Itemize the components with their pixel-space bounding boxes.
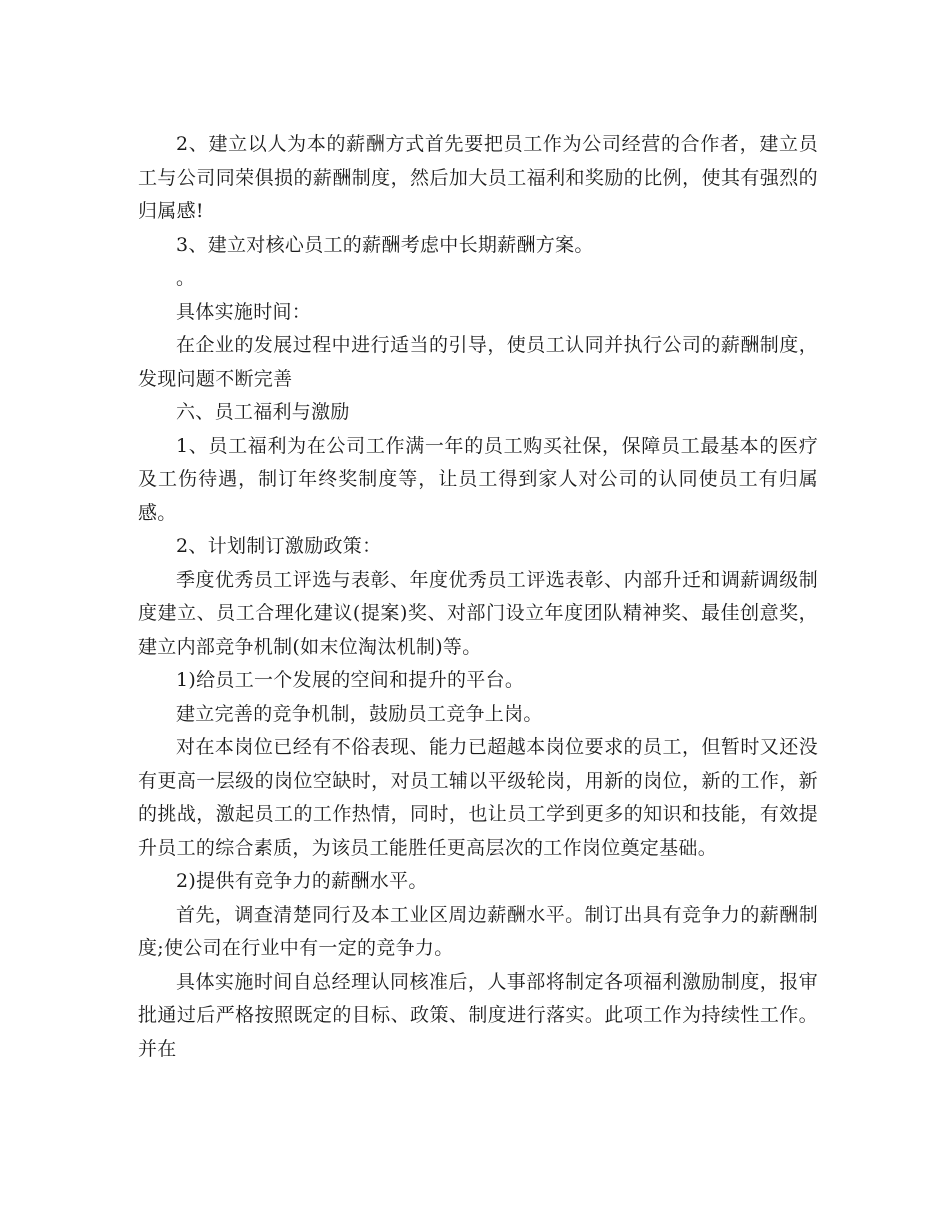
paragraph-salary-cooperation: 2、建立以人为本的薪酬方式首先要把员工作为公司经营的合作者，建立员工与公司同荣俱损的薪酬制度，然后加大员工福利和奖励的比例，使其有强烈的归属感! bbox=[138, 133, 818, 222]
section-heading-welfare-incentives: 六、员工福利与激励 bbox=[176, 401, 350, 423]
paragraph-competition-mechanism: 建立完善的竞争机制，鼓励员工竞争上岗。 bbox=[176, 702, 543, 725]
paragraph-incentive-policy-list: 季度优秀员工评选与表彰、年度优秀员工评选表彰、内部升迁和调薪调级制度建立、员工合理化建议(提案)奖、对部门设立年度团队精神奖、最佳创意奖，建立内部竞争机制(如末位淘汰机制)等。 bbox=[138, 568, 818, 658]
paragraph-implementation-time-label: 具体实施时间： bbox=[176, 300, 312, 323]
paragraph-implementation-approval: 具体实施时间自总经理认同核准后，人事部将制定各项福利激励制度，报审批通过后严格按照既定的目标、政策、制度进行落实。此项工作为持续性工作。并在 bbox=[138, 970, 818, 1060]
paragraph-core-staff-salary: 3、建立对核心员工的薪酬考虑中长期薪酬方案。 bbox=[176, 233, 594, 256]
paragraph-job-rotation: 对在本岗位已经有不俗表现、能力已超越本岗位要求的员工，但暂时又还没有更高一层级的岗位空缺时，对员工辅以平级轮岗，用新的岗位，新的工作，新的挑战，激起员工的工作热情，同时，也让员工学到更多的知识和技能，有效提升员工的综合素质，为该员工能胜任更高层次的工作岗位奠定基础。 bbox=[138, 736, 818, 859]
paragraph-implementation-guidance: 在企业的发展过程中进行适当的引导，使员工认同并执行公司的薪酬制度，发现问题不断完善 bbox=[138, 334, 818, 390]
paragraph-incentive-policy-label: 2、计划制订激励政策： bbox=[176, 535, 382, 557]
paragraph-welfare-social-security: 1、员工福利为在公司工作满一年的员工购买社保，保障员工最基本的医疗及工伤待遇，制订年终奖制度等，让员工得到家人对公司的认同使员工有归属感。 bbox=[138, 434, 818, 524]
document-page bbox=[138, 128, 818, 1066]
paragraph-salary-survey: 首先，调查清楚同行及本工业区周边薪酬水平。制订出具有竞争力的薪酬制度;使公司在行业中有一定的竞争力。 bbox=[138, 903, 818, 959]
paragraph-period: 。 bbox=[176, 267, 196, 289]
paragraph-competitive-salary: 2)提供有竞争力的薪酬水平。 bbox=[176, 870, 428, 892]
paragraph-development-space: 1)给员工一个发展的空间和提升的平台。 bbox=[176, 669, 525, 691]
